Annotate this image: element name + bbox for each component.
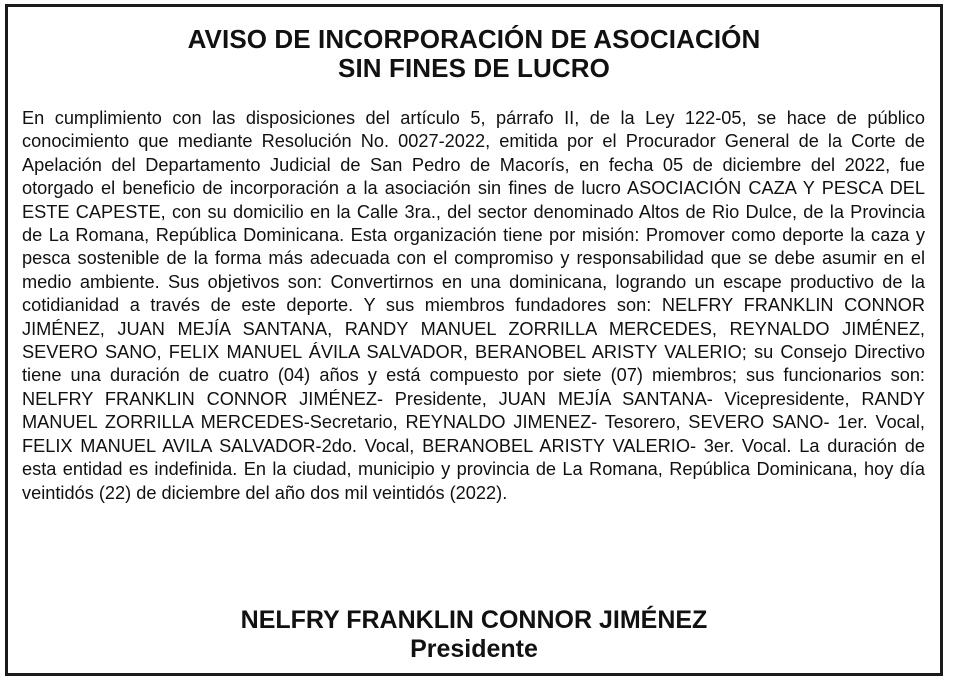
notice-body: En cumplimiento con las disposiciones del artículo 5, párrafo II, de la Ley 122-05, se hace de público conocimiento que mediante Resolución No. 0027-2022, emitida por el Procurador General de la Corte de Apelación del Departamento Judicial de San Pedro de Macorís, en fecha 05 de diciembre del 2022, fue otorgado el beneficio de incorporación a la asociación sin fines de lucro ASOCIACIÓN CAZA Y PESCA DEL ESTE CAPESTE, con su domicilio en la Calle 3ra., del sector denominado Altos de Rio Dulce, de la Provincia de La Romana, República Dominicana. Esta organización tiene por misión: Promover como deporte la caza y pesca sostenible de la forma más adecuada con el compromiso y responsabilidad que se debe asumir en el medio ambiente. Sus objetivos son: Convertirnos en una dominicana, logrando un escape productivo de la cotidianidad a través de este deporte. Y sus miembros fundadores son: NELFRY FRANKLIN CONNOR JIMÉNEZ, JUAN MEJÍA SANTANA, RANDY MANUEL ZORRILLA MERCEDES, REYNALDO JIMÉNEZ, SEVERO SANO, FELIX MANUEL ÁVILA SALVADOR, BERANOBEL ARISTY VALERIO; su Consejo Directivo tiene una duración de cuatro (04) años y está compuesto por siete (07) miembros; sus funcionarios son: NELFRY FRANKLIN CONNOR JIMÉNEZ- Presidente, JUAN MEJÍA SANTANA- Vicepresidente, RANDY MANUEL ZORRILLA MERCEDES-Secretario, REYNALDO JIMENEZ- Tesorero, SEVERO SANO- 1er. Vocal, FELIX MANUEL AVILA SALVADOR-2do. Vocal, BERANOBEL ARISTY VALERIO- 3er. Vocal. La duración de esta entidad es indefinida. En la ciudad, municipio y provincia de La Romana, República Dominicana, hoy día veintidós (22) de diciembre del año dos mil veintidós (2022). — [22, 108, 925, 503]
notice-frame — [5, 4, 943, 676]
notice-title — [8, 25, 940, 83]
title-line-1: AVISO DE INCORPORACIÓN DE ASOCIACIÓN — [187, 24, 761, 54]
title-line-2: SIN FINES DE LUCRO — [338, 53, 610, 83]
signature-block — [8, 606, 940, 664]
signature-role: Presidente — [410, 635, 538, 663]
signature-name: NELFRY FRANKLIN CONNOR JIMÉNEZ — [240, 606, 708, 634]
